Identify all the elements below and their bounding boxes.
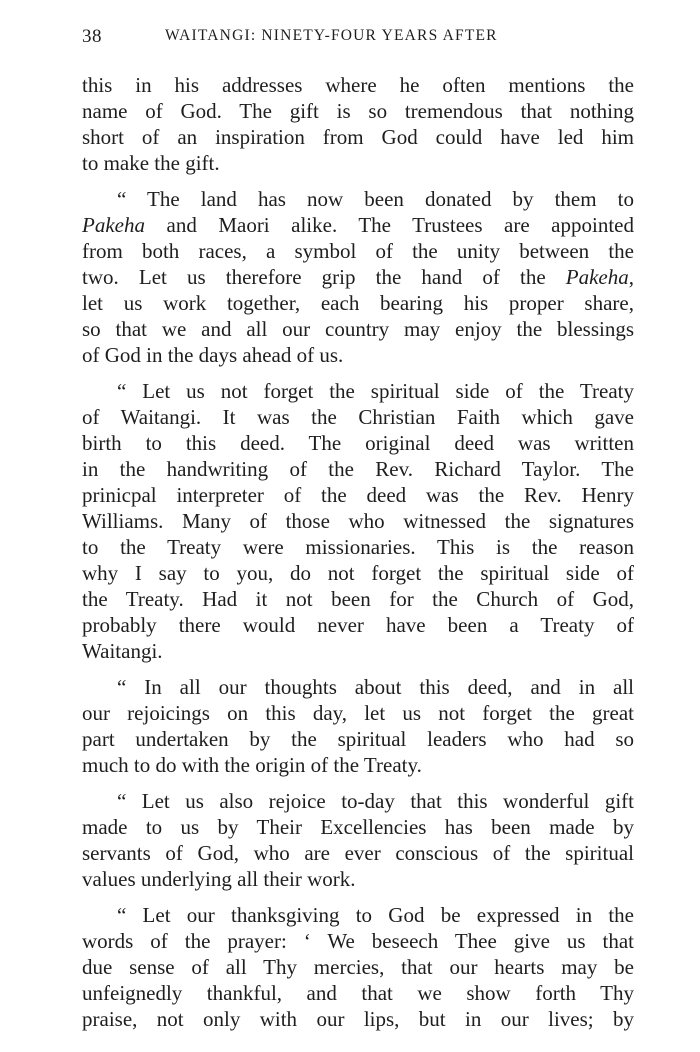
text-line: Waitangi. (82, 639, 163, 663)
italic-word: Pakeha (82, 213, 145, 237)
text-line: “ In all our thoughts about this deed, and in all (117, 675, 634, 699)
text-line: to make the gift. (82, 151, 220, 175)
text-line: birth to this deed. The original deed was written (82, 431, 634, 455)
text-line: from both races, a symbol of the unity between the (82, 239, 634, 263)
italic-word: Pakeha (565, 265, 629, 289)
text-line: why I say to you, do not forget the spiritual side of (82, 561, 634, 585)
page-number: 38 (82, 26, 102, 47)
text-line: this in his addresses where he often mentions the (82, 73, 634, 97)
paragraph-5 (82, 788, 634, 892)
text-line: part undertaken by the spiritual leaders who had so (82, 727, 634, 751)
paragraph-3 (82, 378, 634, 664)
running-title: WAITANGI: NINETY-FOUR YEARS AFTER (165, 27, 498, 44)
text-line: so that we and all our country may enjoy the blessings (82, 317, 634, 341)
text-line: let us work together, each bearing his proper share, (82, 291, 634, 315)
paragraph-2 (82, 186, 634, 368)
text-line: the Treaty. Had it not been for the Church of God, (82, 587, 634, 611)
paragraph-4 (82, 674, 634, 778)
body-text (82, 72, 634, 1032)
text-line: of Waitangi. It was the Christian Faith which gave (82, 405, 634, 429)
running-head (82, 22, 634, 52)
text-line: due sense of all Thy mercies, that our hearts may be (82, 955, 634, 979)
text-line: made to us by Their Excellencies has been made by (82, 815, 634, 839)
text-line: prinicpal interpreter of the deed was the Rev. Henry (82, 483, 634, 507)
text-line: servants of God, who are ever conscious of the spiritual (82, 841, 634, 865)
text-line: in the handwriting of the Rev. Richard Taylor. The (82, 457, 634, 481)
text-line: short of an inspiration from God could have led him (82, 125, 634, 149)
text-line: probably there would never have been a Treaty of (82, 613, 634, 637)
text-line: words of the prayer: ‘ We beseech Thee give us that (82, 929, 634, 953)
text-line: name of God. The gift is so tremendous that nothing (82, 99, 634, 123)
text-line: “ Let us not forget the spiritual side of the Treaty (117, 379, 634, 403)
book-page (82, 22, 634, 1042)
text-line: Williams. Many of those who witnessed the signatures (82, 509, 634, 533)
text-line: unfeignedly thankful, and that we show forth Thy (82, 981, 634, 1005)
text-line: “ Let us also rejoice to-day that this wonderful gift (117, 789, 634, 813)
text-line: values underlying all their work. (82, 867, 356, 891)
text-line: Pakeha and Maori alike. The Trustees are appointed (82, 213, 634, 237)
text-line: two. Let us therefore grip the hand of the Pakeha, (82, 265, 634, 289)
text-line: “ Let our thanksgiving to God be expressed in the (117, 903, 634, 927)
text-line: to the Treaty were missionaries. This is the reason (82, 535, 634, 559)
paragraph-1 (82, 72, 634, 176)
text-line: praise, not only with our lips, but in our lives; by (82, 1007, 634, 1031)
text-line: our rejoicings on this day, let us not forget the great (82, 701, 634, 725)
text-line: much to do with the origin of the Treaty. (82, 753, 422, 777)
text-line: “ The land has now been donated by them to (117, 187, 634, 211)
text-line: of God in the days ahead of us. (82, 343, 344, 367)
paragraph-6 (82, 902, 634, 1032)
